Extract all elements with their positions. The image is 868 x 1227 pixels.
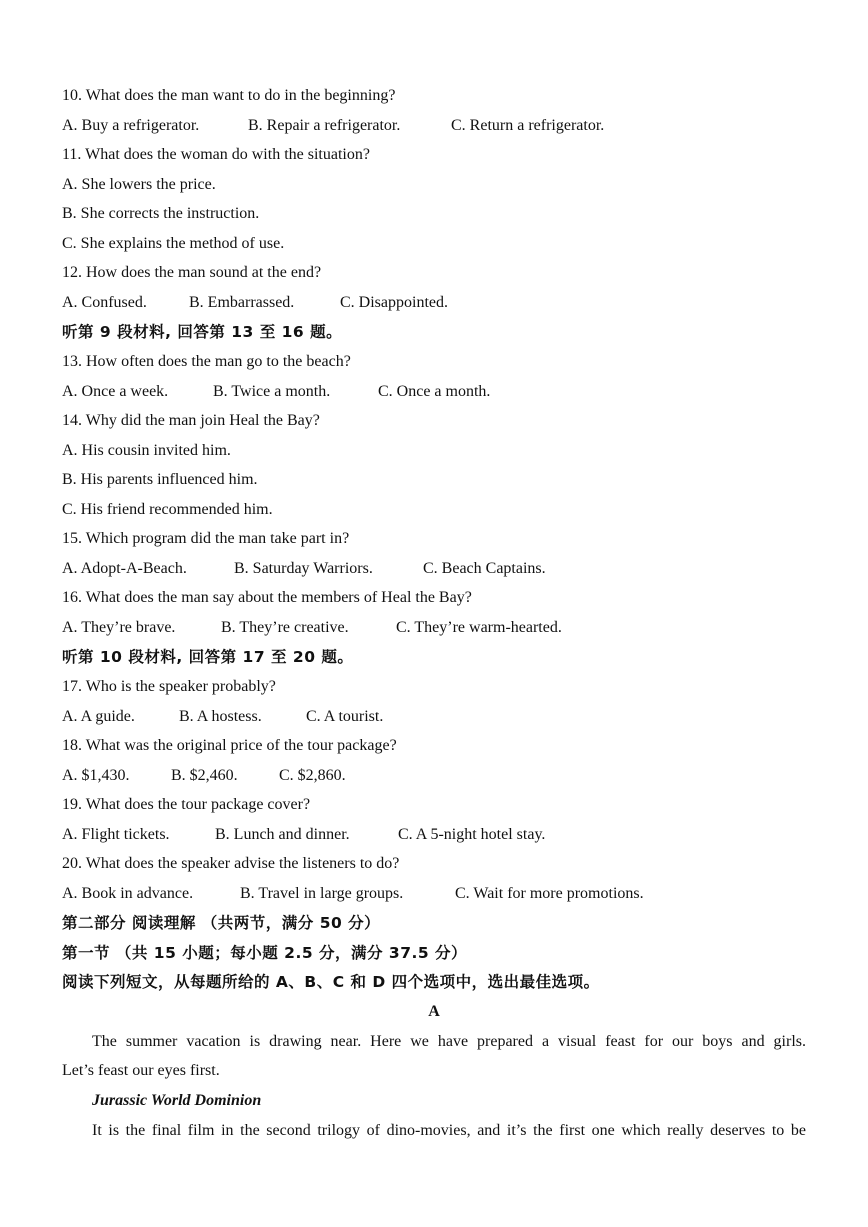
option-20-c: C. Wait for more promotions. [455,885,644,902]
option-15-a: A. Adopt-A-Beach. [62,560,187,577]
question-18: 18. What was the original price of the tour package? [62,737,397,754]
section-one-heading: 第一节 （共 15 小题；每小题 2.5 分，满分 37.5 分） [62,944,468,962]
option-19-a: A. Flight tickets. [62,826,170,843]
option-16-c: C. They’re warm-hearted. [396,619,562,636]
option-13-c: C. Once a month. [378,383,491,400]
option-14-b: B. His parents influenced him. [62,471,258,488]
section-heading-10: 听第 10 段材料, 回答第 17 至 20 题。 [62,648,354,666]
option-11-b: B. She corrects the instruction. [62,205,260,222]
option-19-c: C. A 5-night hotel stay. [398,826,546,843]
option-17-c: C. A tourist. [306,708,384,725]
option-18-c: C. $2,860. [279,767,346,784]
option-11-a: A. She lowers the price. [62,176,216,193]
option-10-c: C. Return a refrigerator. [451,117,605,134]
passage-intro-line-2: Let’s feast our eyes first. [62,1062,220,1079]
option-19-b: B. Lunch and dinner. [215,826,350,843]
passage-label: A [428,1003,440,1020]
option-16-b: B. They’re creative. [221,619,349,636]
option-20-b: B. Travel in large groups. [240,885,404,902]
option-10-a: A. Buy a refrigerator. [62,117,200,134]
question-13: 13. How often does the man go to the beach? [62,353,351,370]
question-15: 15. Which program did the man take part in? [62,530,350,547]
option-13-b: B. Twice a month. [213,383,331,400]
question-20: 20. What does the speaker advise the listeners to do? [62,855,400,872]
question-12: 12. How does the man sound at the end? [62,264,322,281]
option-11-c: C. She explains the method of use. [62,235,285,252]
reading-instruction: 阅读下列短文，从每题所给的 A、B、C 和 D 四个选项中，选出最佳选项。 [62,973,600,991]
option-20-a: A. Book in advance. [62,885,194,902]
option-14-c: C. His friend recommended him. [62,501,273,518]
option-14-a: A. His cousin invited him. [62,442,231,459]
option-15-b: B. Saturday Warriors. [234,560,373,577]
option-10-b: B. Repair a refrigerator. [248,117,401,134]
question-14: 14. Why did the man join Heal the Bay? [62,412,320,429]
option-17-a: A. A guide. [62,708,135,725]
option-15-c: C. Beach Captains. [423,560,546,577]
option-18-a: A. $1,430. [62,767,130,784]
movie-description: It is the final film in the second trilogy of dino-movies, and it’s the first one which really deserves to be [92,1122,806,1139]
option-12-b: B. Embarrassed. [189,294,295,311]
option-12-a: A. Confused. [62,294,147,311]
option-12-c: C. Disappointed. [340,294,448,311]
option-13-a: A. Once a week. [62,383,169,400]
section-heading-9: 听第 9 段材料, 回答第 13 至 16 题。 [62,323,343,341]
question-19: 19. What does the tour package cover? [62,796,311,813]
option-18-b: B. $2,460. [171,767,238,784]
option-17-b: B. A hostess. [179,708,262,725]
question-10: 10. What does the man want to do in the beginning? [62,87,396,104]
question-17: 17. Who is the speaker probably? [62,678,276,695]
option-16-a: A. They’re brave. [62,619,176,636]
movie-title: Jurassic World Dominion [92,1092,262,1109]
question-16: 16. What does the man say about the members of Heal the Bay? [62,589,472,606]
part-two-heading: 第二部分 阅读理解 （共两节，满分 50 分） [62,914,381,932]
question-11: 11. What does the woman do with the situation? [62,146,370,163]
passage-intro-line-1: The summer vacation is drawing near. Here we have prepared a visual feast for our boys and girls. [92,1033,806,1050]
